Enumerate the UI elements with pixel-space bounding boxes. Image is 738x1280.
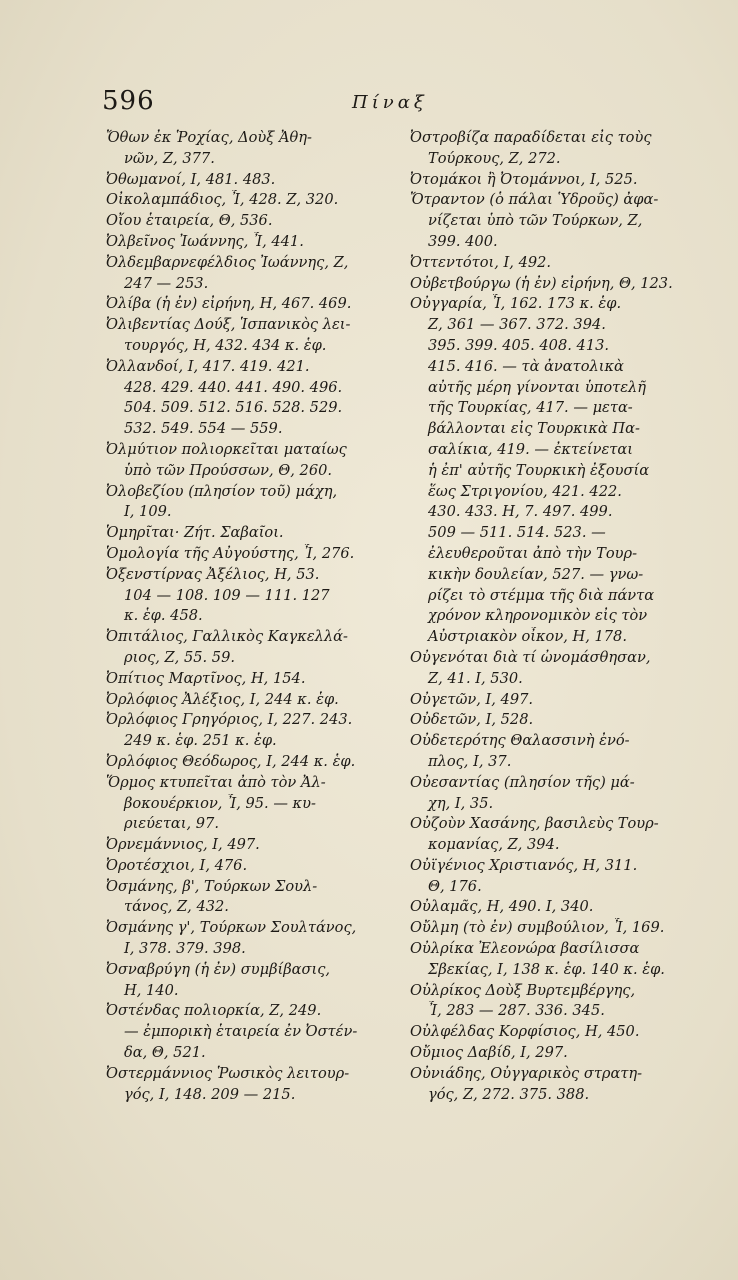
- index-entry-line: Ὀρνεμάννιος, Ι, 497.: [106, 836, 260, 854]
- index-entry-line: Ὀρλόφιος Γρηγόριος, Ι, 227. 243.: [106, 711, 353, 729]
- index-entry-line: Αὐστριακὸν οἶκον, Η, 178.: [428, 628, 627, 646]
- index-entry-line: Οὐλρίκα Ἐλεονώρα βασίλισσα: [410, 940, 640, 958]
- index-entry-line: κ. ἑφ. 458.: [124, 607, 203, 625]
- index-entry-line: Σβεκίας, Ι, 138 κ. ἑφ. 140 κ. ἑφ.: [428, 960, 665, 978]
- index-entry-line: Ὀστερμάννιος Ῥωσικὸς λειτουρ-: [106, 1064, 350, 1082]
- index-entry-line: ἕως Στριγονίου, 421. 422.: [428, 482, 622, 500]
- index-entry-line: νῶν, Ζ, 377.: [124, 149, 215, 167]
- index-entry-line: τῆς Τουρκίας, 417. — μετα-: [428, 399, 633, 417]
- index-entry-line: — ἐμπορικὴ ἑταιρεία ἐν Ὀστέν-: [124, 1023, 358, 1041]
- index-entry-line: Ὀρλόφιος Θεόδωρος, Ι, 244 κ. ἑφ.: [106, 752, 356, 770]
- index-entry-line: Ὀσμάνης, β', Τούρκων Σουλ-: [106, 877, 318, 895]
- index-entry-line: Οὐγετῶν, Ι, 497.: [410, 690, 534, 708]
- index-entry-line: χρόνον κληρονομικὸν εἰς τὸν: [428, 607, 648, 625]
- index-entry-line: κικὴν δουλείαν, 527. — γνω-: [428, 565, 644, 583]
- index-entry-line: Ὀλιβεντίας Δούξ, Ἱσπανικὸς λει-: [106, 316, 351, 334]
- index-entry-line: Ὀλμύτιον πολιορκεῖται ματαίως: [106, 440, 347, 458]
- index-entry-line: Θ, 176.: [428, 877, 482, 895]
- index-entry-line: Ὀτομάκοι ἢ Ὀτομάννοι, Ι, 525.: [410, 170, 638, 188]
- index-entry-line: Οὐδετερότης Θαλασσινὴ ἐνό-: [410, 732, 630, 750]
- index-entry-line: τάνος, Ζ, 432.: [124, 898, 229, 916]
- index-entry-line: Η, 140.: [124, 981, 179, 999]
- index-entry-line: Ὀλβεῖνος Ἰωάννης, Ἶ, 441.: [106, 232, 304, 250]
- index-entry-line: Τούρκους, Ζ, 272.: [428, 149, 561, 167]
- index-entry-line: Οἴου ἑταιρεία, Θ, 536.: [106, 212, 273, 230]
- index-entry-line: Ὀλλανδοί, Ι, 417. 419. 421.: [106, 357, 310, 375]
- index-entry-line: Ὁμηρῖται· Ζήτ. Σαβαῖοι.: [106, 524, 284, 542]
- index-entry-line: 247 — 253.: [124, 274, 209, 292]
- index-column-left: [106, 128, 396, 1105]
- index-entry-line: Ι, 378. 379. 398.: [124, 940, 246, 958]
- index-entry-line: αὐτῆς μέρη γίνονται ὑποτελῆ: [428, 378, 647, 396]
- index-entry-line: τουργός, Η, 432. 434 κ. ἑφ.: [124, 336, 327, 354]
- index-entry-line: Ζ, 361 — 367. 372. 394.: [428, 316, 606, 334]
- index-entry-line: Ὀροτέσχιοι, Ι, 476.: [106, 856, 248, 874]
- index-entry-line: Οὐλρίκος Δοὺξ Βυρτεμβέργης,: [410, 981, 636, 999]
- index-entry-line: 532. 549. 554 — 559.: [124, 420, 283, 438]
- index-entry-line: ριος, Ζ, 55. 59.: [124, 648, 236, 666]
- index-entry-line: Οὐϊγένιος Χριστιανός, Η, 311.: [410, 856, 638, 874]
- index-entry-line: ὑπὸ τῶν Προύσσων, Θ, 260.: [124, 461, 333, 479]
- index-entry-line: 395. 399. 405. 408. 413.: [428, 336, 610, 354]
- index-entry-line: Ὀστροβίζα παραδίδεται εἰς τοὺς: [410, 129, 652, 146]
- index-entry-line: Ὀστένδας πολιορκία, Ζ, 249.: [106, 1002, 322, 1020]
- page-header: [102, 86, 682, 120]
- index-entry-line: βάλλονται εἰς Τουρκικὰ Πα-: [428, 420, 640, 438]
- index-entry-line: 104 — 108. 109 — 111. 127: [124, 586, 330, 604]
- index-entry-line: Ὀσμάνης γ', Τούρκων Σουλτάνος,: [106, 919, 357, 937]
- index-entry-line: Ὁμολογία τῆς Αὐγούστης, Ἶ, 276.: [106, 544, 355, 562]
- index-entry-line: 428. 429. 440. 441. 490. 496.: [124, 378, 343, 396]
- index-entry-line: ἐλευθεροῦται ἀπὸ τὴν Τουρ-: [428, 544, 638, 562]
- index-entry-line: γός, Ζ, 272. 375. 388.: [428, 1085, 590, 1103]
- index-entry-line: πλος, Ι, 37.: [428, 752, 512, 770]
- index-entry-line: 399. 400.: [428, 232, 498, 250]
- index-entry-line: Οὐζοὺν Χασάνης, βασιλεὺς Τουρ-: [410, 815, 659, 833]
- index-entry-line: Ι, 109.: [124, 503, 172, 521]
- index-entry-line: Ζ, 41. Ι, 530.: [428, 669, 523, 687]
- index-entry-line: 509 — 511. 514. 523. —: [428, 524, 606, 542]
- index-entry-line: Ὀσναβρύγη (ἡ ἐν) συμβίβασις,: [106, 960, 331, 978]
- index-entry-line: Ὀπίτιος Μαρτῖνος, Η, 154.: [106, 669, 306, 687]
- index-entry-line: 504. 509. 512. 516. 528. 529.: [124, 399, 343, 417]
- index-entry-line: Οὔμιος Δαβίδ, Ι, 297.: [410, 1044, 568, 1062]
- index-entry-line: Οὐβετβούργω (ἡ ἐν) εἰρήνη, Θ, 123.: [410, 274, 673, 292]
- index-entry-line: Οὐγενόται διὰ τί ὠνομάσθησαν,: [410, 648, 651, 666]
- index-entry-line: Οὐδετῶν, Ι, 528.: [410, 711, 534, 729]
- index-entry-line: Οὐνιάδης, Οὐγγαρικὸς στρατη-: [410, 1064, 643, 1082]
- index-entry-line: γός, Ι, 148. 209 — 215.: [124, 1085, 296, 1103]
- index-entry-line: Ὅρμος κτυπεῖται ἀπὸ τὸν Ἀλ-: [106, 773, 326, 791]
- index-entry-line: Ὀθωμανοί, Ι, 481. 483.: [106, 170, 276, 188]
- index-entry-line: Οὐλφέλδας Κορφίσιος, Η, 450.: [410, 1023, 640, 1041]
- running-head: Πίναξ: [352, 92, 428, 113]
- index-entry-line: Ὀττεντότοι, Ι, 492.: [410, 253, 552, 271]
- index-entry-line: 430. 433. Η, 7. 497. 499.: [428, 503, 613, 521]
- index-entry-line: βοκουέρκιον, Ἶ, 95. — κυ-: [124, 794, 316, 812]
- index-entry-line: Ὄτραντον (ὁ πάλαι Ὑδροῦς) ἀφα-: [410, 191, 659, 209]
- index-entry-line: Ὄθων ἐκ Ῥοχίας, Δοὺξ Ἀθη-: [106, 129, 312, 146]
- index-entry-line: Ὀπιτάλιος, Γαλλικὸς Καγκελλά-: [106, 628, 348, 646]
- index-entry-line: Ὀρλόφιος Ἀλέξιος, Ι, 244 κ. ἑφ.: [106, 690, 339, 708]
- index-entry-line: 415. 416. — τὰ ἀνατολικὰ: [428, 357, 624, 375]
- index-entry-line: ἡ ἐπ' αὐτῆς Τουρκικὴ ἐξουσία: [428, 461, 650, 479]
- index-entry-line: Ἶ, 283 — 287. 336. 345.: [428, 1002, 605, 1020]
- index-entry-line: Οὔλμη (τὸ ἐν) συμβούλιον, Ἶ, 169.: [410, 919, 665, 937]
- index-entry-line: ρίζει τὸ στέμμα τῆς διὰ πάντα: [428, 586, 655, 604]
- index-entry-line: σαλίκια, 419. — ἐκτείνεται: [428, 440, 633, 458]
- index-entry-line: Ὀλδεμβαρνεφέλδιος Ἰωάννης, Ζ,: [106, 253, 349, 271]
- index-entry-line: Οἰκολαμπάδιος, Ἶ, 428. Ζ, 320.: [106, 191, 339, 209]
- index-entry-line: δα, Θ, 521.: [124, 1044, 206, 1062]
- index-entry-line: Ὀλίβα (ἡ ἐν) εἰρήνη, Η, 467. 469.: [106, 295, 352, 313]
- index-entry-line: Ὀξενστίρνας Ἀξέλιος, Η, 53.: [106, 565, 320, 583]
- index-entry-line: 249 κ. ἑφ. 251 κ. ἑφ.: [124, 732, 277, 750]
- index-entry-line: Ὀλοβεζίου (πλησίον τοῦ) μάχη,: [106, 482, 338, 500]
- page-number: 596: [102, 86, 155, 116]
- index-entry-line: ριεύεται, 97.: [124, 815, 219, 833]
- index-entry-line: Οὐγγαρία, Ἶ, 162. 173 κ. ἑφ.: [410, 295, 622, 313]
- index-entry-line: κομανίας, Ζ, 394.: [428, 836, 560, 854]
- index-entry-line: Οὐεσαντίας (πλησίον τῆς) μά-: [410, 773, 635, 791]
- index-entry-line: χη, Ι, 35.: [428, 794, 494, 812]
- index-entry-line: νίζεται ὑπὸ τῶν Τούρκων, Ζ,: [428, 212, 643, 230]
- index-entry-line: Οὐλαμᾶς, Η, 490. Ι, 340.: [410, 898, 594, 916]
- index-column-right: [410, 128, 692, 1105]
